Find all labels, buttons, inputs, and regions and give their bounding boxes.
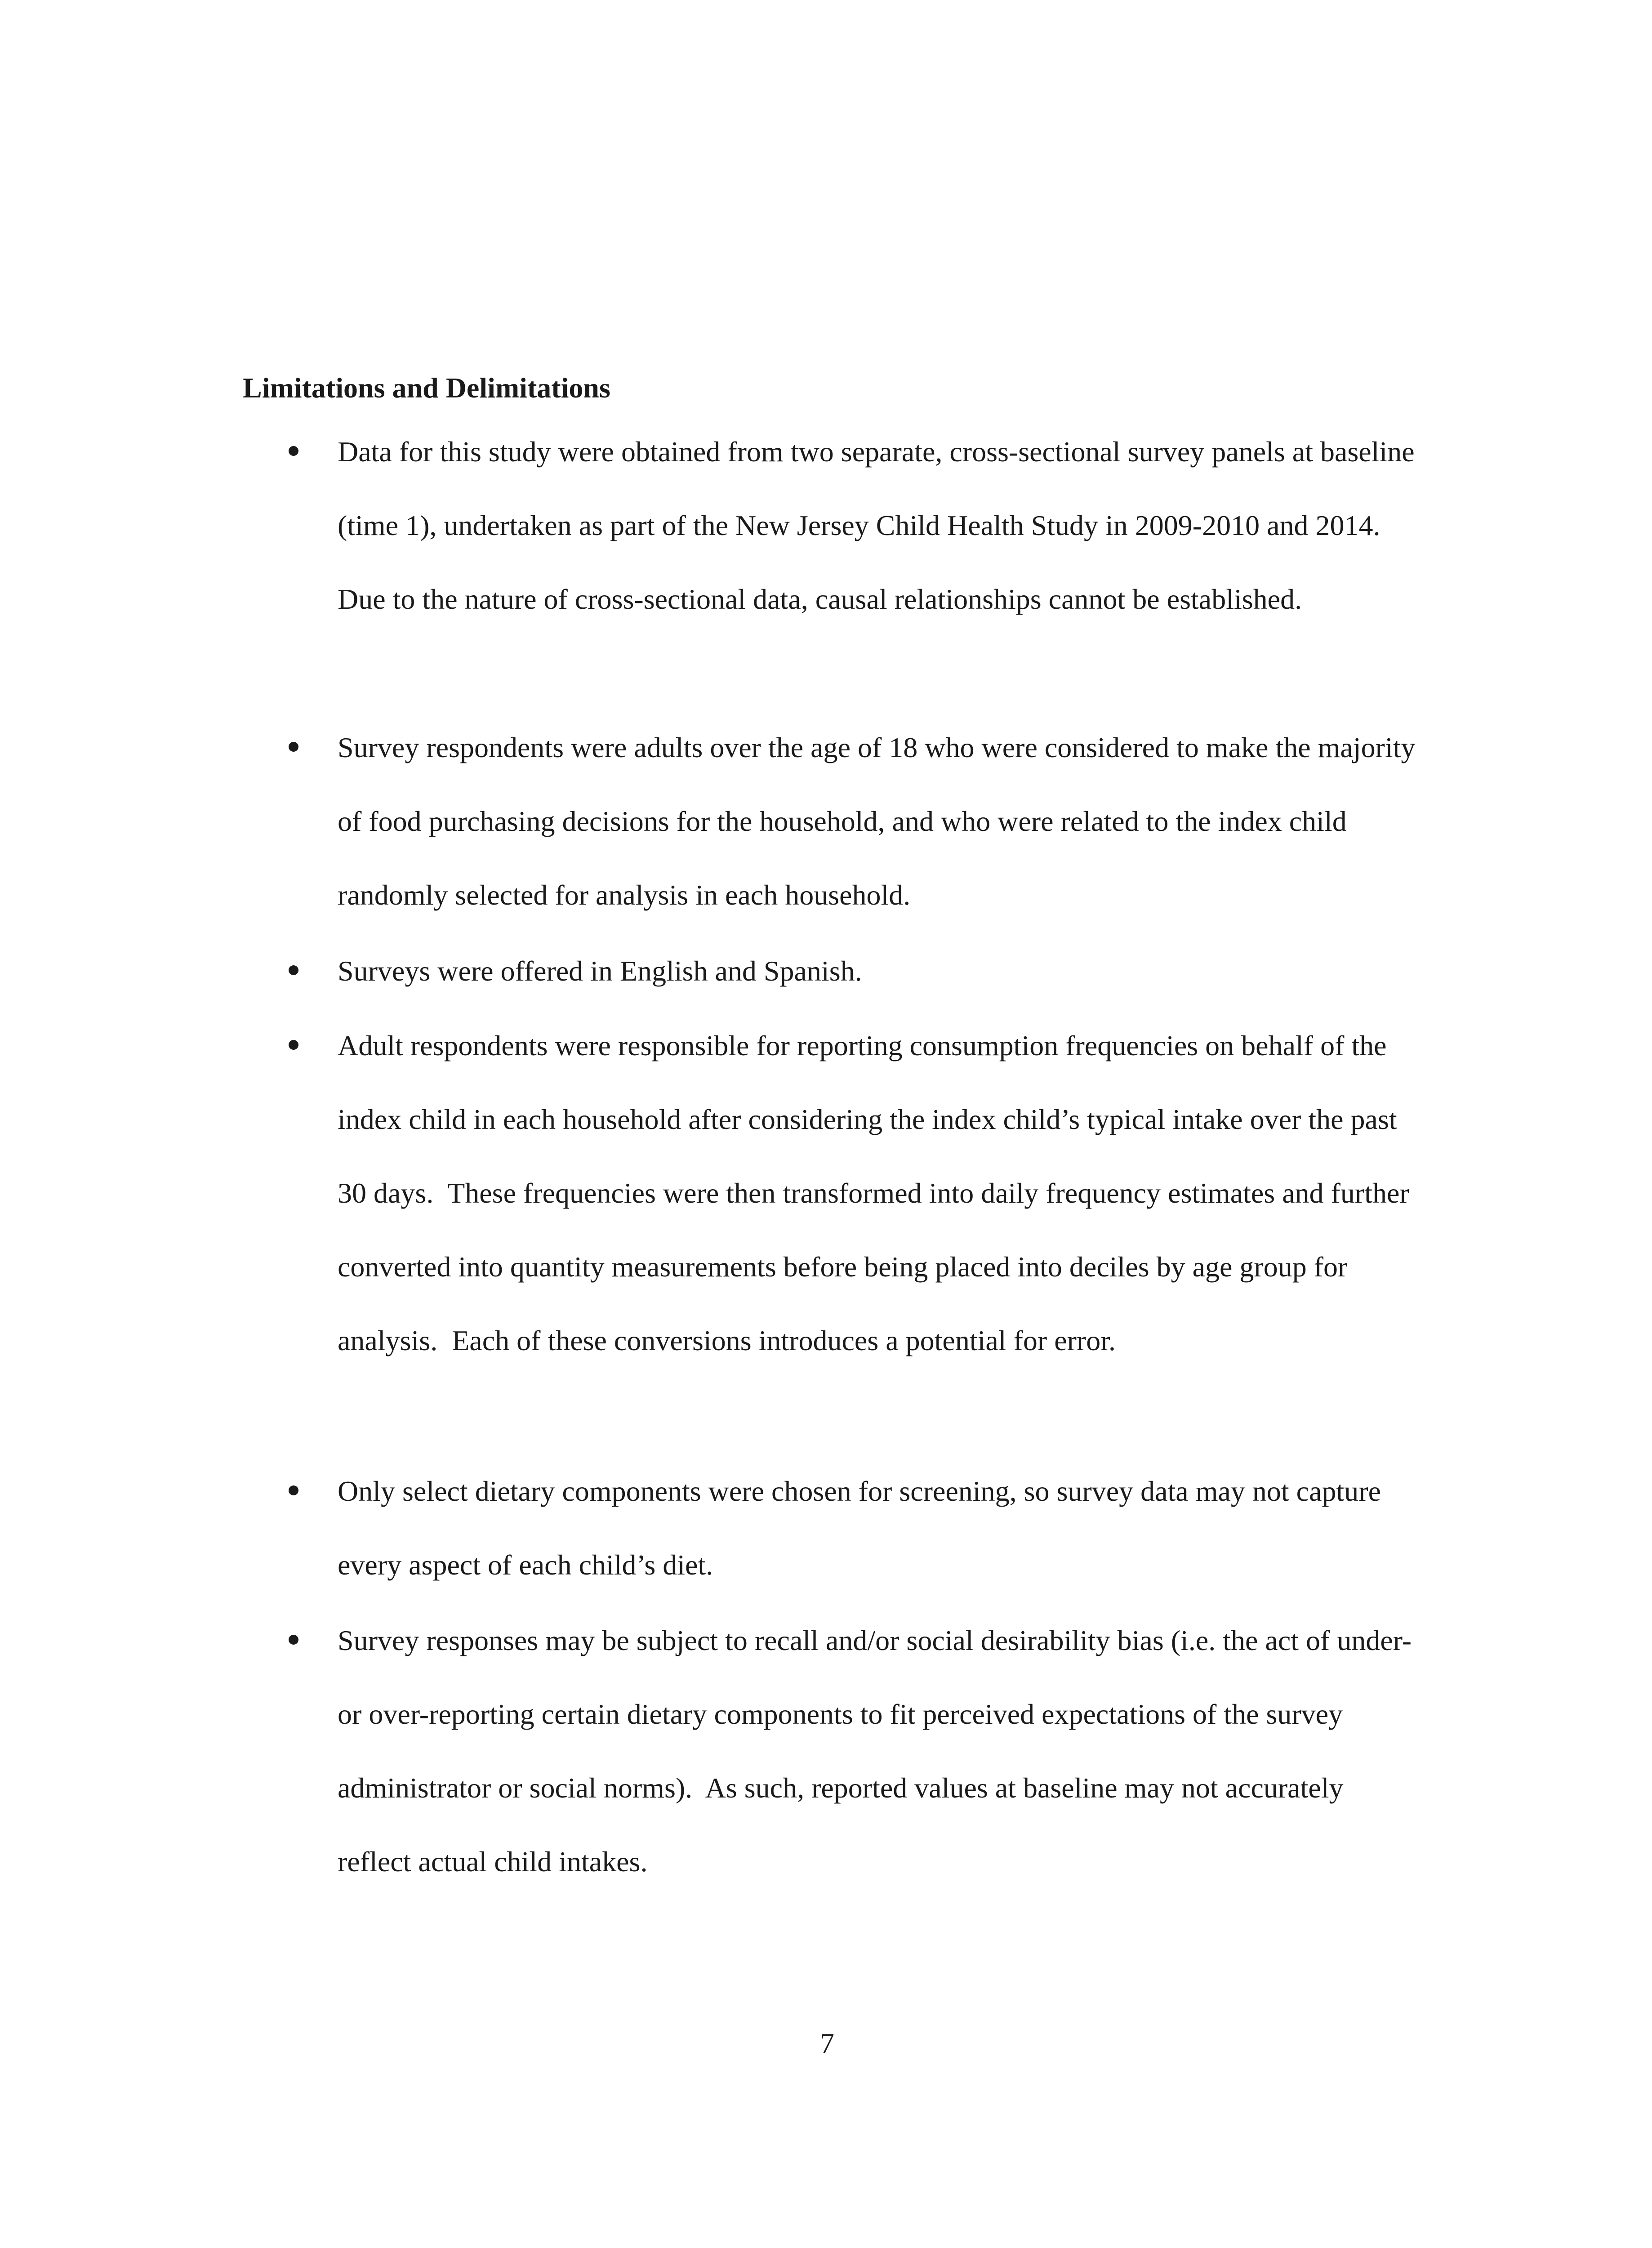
section-heading: Limitations and Delimitations [243, 372, 610, 404]
bullet-icon [289, 965, 298, 975]
list-item-text: Adult respondents were responsible for reporting consumption frequencies on behalf of the index child in each household after considering the index child’s typical intake over the past 30 days. These frequencies were then transformed into daily frequency estimates and further converted into quantity measurements before being placed into deciles by age group for analysis. Each of these conversions introduces a potential for error. [338, 1030, 1409, 1356]
bullet-icon [289, 1485, 298, 1495]
list-item-text: Surveys were offered in English and Spanish. [338, 955, 862, 987]
list-item-text: Data for this study were obtained from two separate, cross-sectional survey panels at baseline (time 1), undertaken as part of the New Jersey Child Health Study in 2009-2010 and 2014. Due to the nature of cross-sectional data, causal relationships cannot be established. [338, 436, 1415, 615]
bullet-icon [289, 1635, 298, 1645]
list-item-text: Only select dietary components were chosen for screening, so survey data may not capture every aspect of each child’s diet. [338, 1475, 1381, 1581]
page-number: 7 [820, 2027, 834, 2059]
list-item-text: Survey responses may be subject to recall and/or social desirability bias (i.e. the act of under- or over-reporting certain dietary components to fit perceived expectations of the survey administrator or social norms). As such, reported values at baseline may not accurately reflect actual child intakes. [338, 1624, 1412, 1878]
bullet-icon [289, 1040, 298, 1050]
bullet-icon [289, 446, 298, 456]
bullet-icon [289, 742, 298, 752]
list-item-text: Survey respondents were adults over the age of 18 who were considered to make the majority of food purchasing decisions for the household, and who were related to the index child randomly selected for analysis in each household. [338, 731, 1416, 911]
